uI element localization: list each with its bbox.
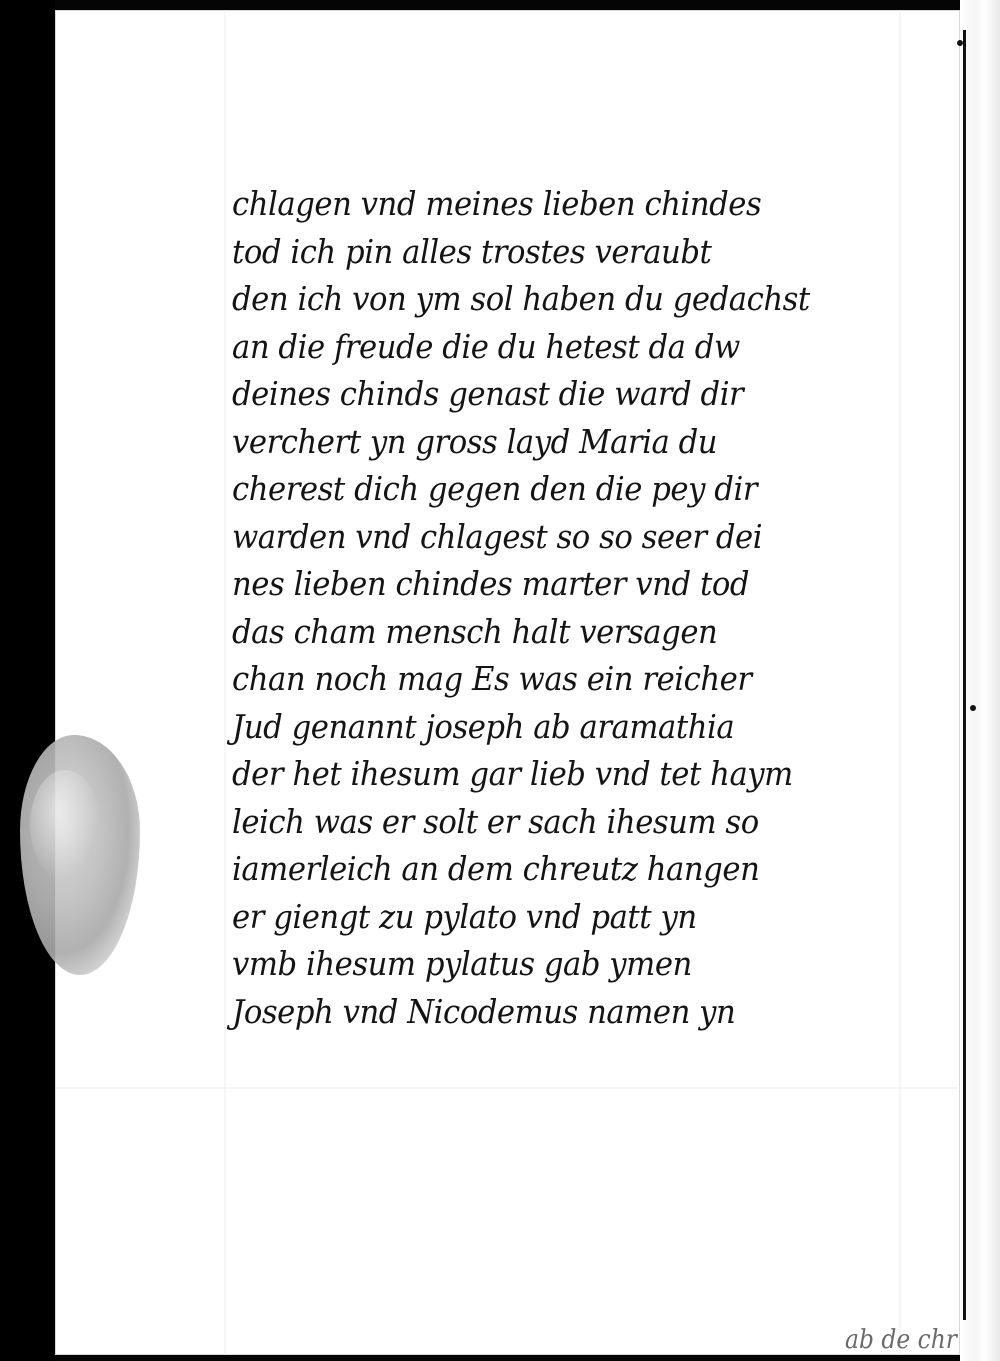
- text-line: leich was er solt er sach ihesum so: [232, 801, 759, 841]
- text-line: nes lieben chindes marter vnd tod: [232, 564, 750, 603]
- text-line: vmb ihesum pylatus gab ymen: [232, 944, 692, 983]
- text-line: verchert yn gross layd Maria du: [232, 421, 718, 461]
- catchword: ab de chr: [845, 1325, 958, 1355]
- text-line: warden vnd chlagest so so seer dei: [232, 516, 763, 556]
- text-line: deines chinds genast die ward dir: [232, 374, 744, 413]
- text-line: der het ihesum gar lieb vnd tet haym: [232, 754, 793, 793]
- binding-shadow: [963, 30, 966, 1320]
- speck-mark: [970, 705, 976, 711]
- text-line: cherest dich gegen den die pey dir: [232, 469, 758, 508]
- scan-left-margin: [0, 0, 55, 1361]
- text-line: iamerleich an dem chreutz hangen: [232, 849, 760, 888]
- text-line: chlagen vnd meines lieben chindes: [232, 184, 762, 223]
- text-line: den ich von ym sol haben du gedachst: [232, 279, 810, 318]
- speck-mark: [957, 40, 963, 46]
- text-line: er giengt zu pylato vnd patt yn: [232, 896, 697, 936]
- text-line: das cham mensch halt versagen: [232, 611, 718, 651]
- text-line: Jud genannt joseph ab aramathia: [232, 706, 735, 746]
- text-line: tod ich pin alles trostes veraubt: [232, 231, 712, 271]
- thumb-glint: [30, 770, 100, 880]
- text-line: an die freude die du hetest da dw: [232, 326, 740, 366]
- text-line: Joseph vnd Nicodemus namen yn: [232, 991, 736, 1031]
- page-edge-right: [960, 0, 1000, 1361]
- manuscript-text: [232, 180, 912, 1035]
- text-line: chan noch mag Es was ein reicher: [232, 659, 752, 698]
